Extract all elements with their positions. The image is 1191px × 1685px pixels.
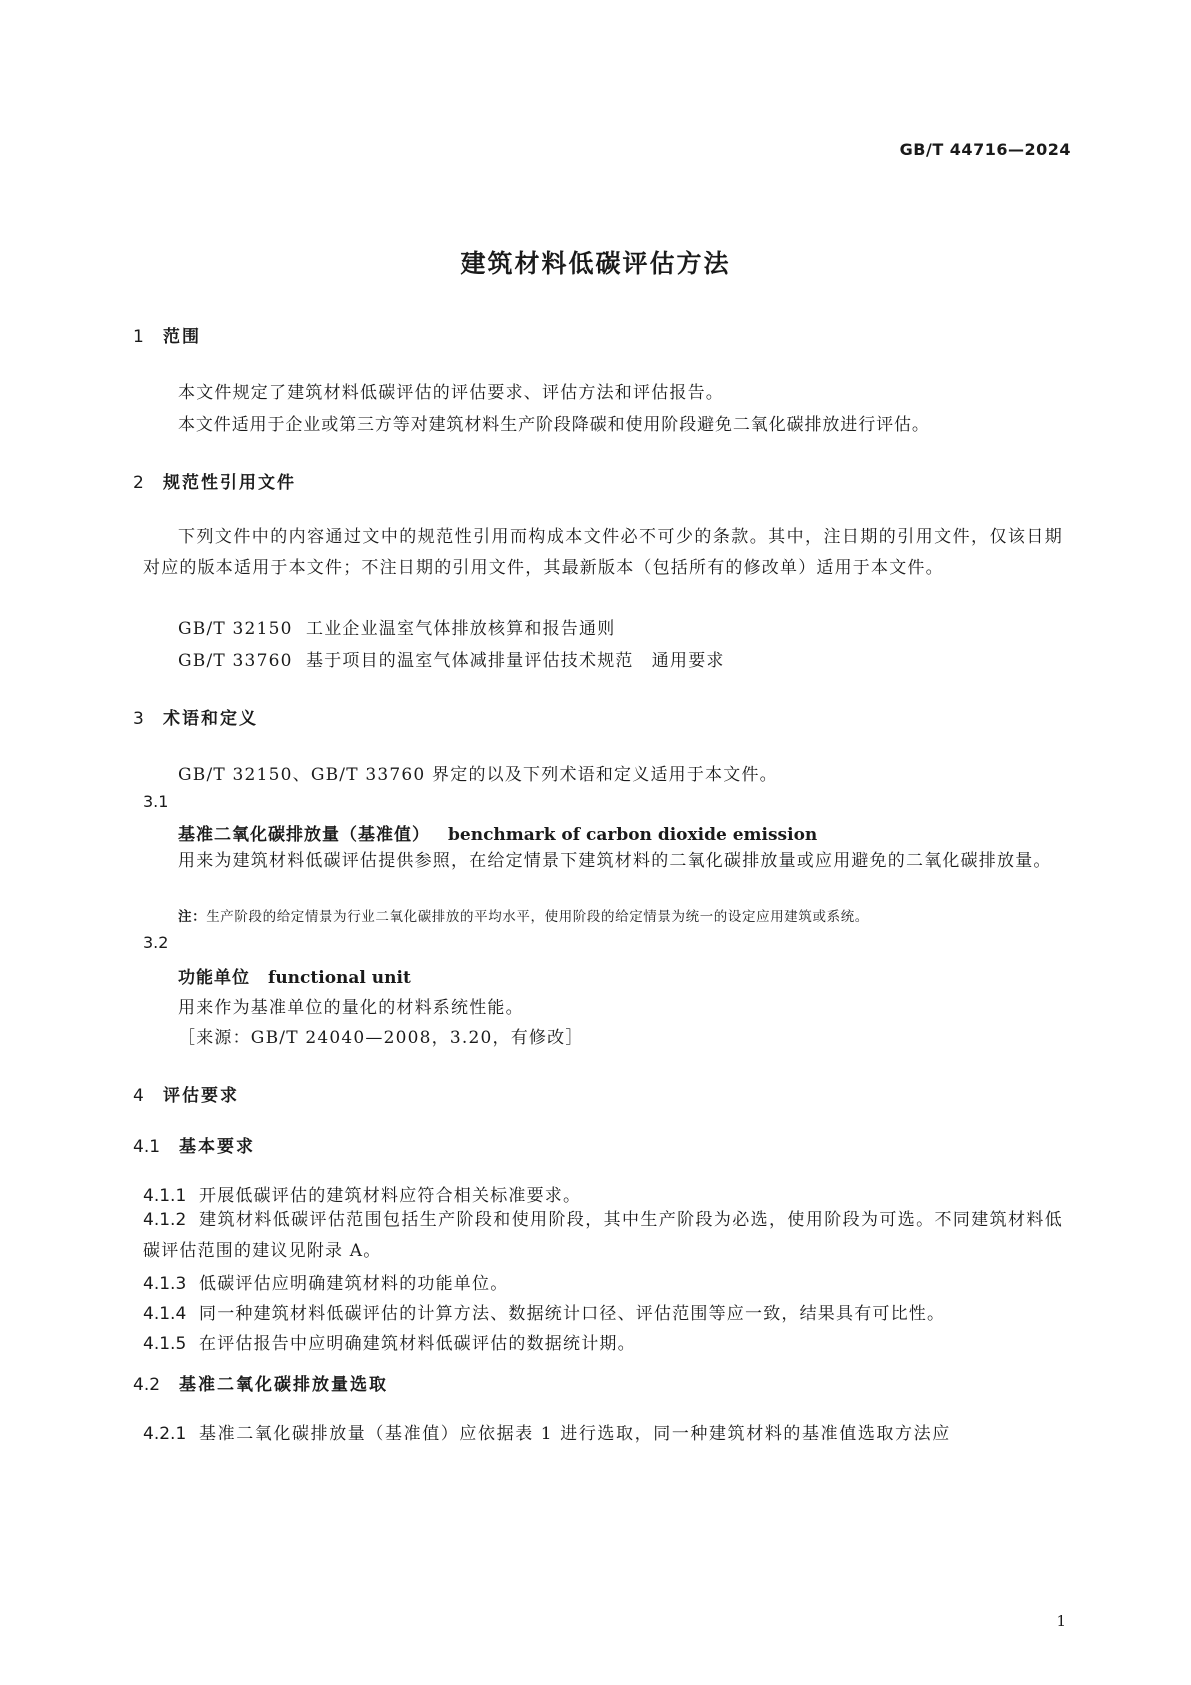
section-1-paragraph-1: 本文件规定了建筑材料低碳评估的评估要求、评估方法和评估报告。 <box>178 383 724 403</box>
term-english: benchmark of carbon dioxide emission <box>448 825 818 845</box>
clause <box>143 1329 636 1354</box>
reference-item <box>178 646 725 671</box>
term-heading <box>178 820 817 845</box>
term-definition: 用来作为基准单位的量化的材料系统性能。 <box>178 998 524 1018</box>
term-english: functional unit <box>268 968 411 988</box>
reference-code: GB/T 32150 <box>178 619 293 639</box>
term-chinese: 基准二氧化碳排放量（基准值） <box>178 825 430 845</box>
clause-text: 低碳评估应明确建筑材料的功能单位。 <box>199 1274 509 1294</box>
term-chinese: 功能单位 <box>178 968 250 988</box>
section-number: 2 <box>133 473 144 493</box>
subsection-title: 基准二氧化碳排放量选取 <box>179 1375 388 1395</box>
section-2-paragraph: 下列文件中的内容通过文中的规范性引用而构成本文件必不可少的条款。其中，注日期的引用文件，仅该日期对应的版本适用于本文件；不注日期的引用文件，其最新版本（包括所有的修改单）适用于本文件。 <box>143 527 1063 578</box>
reference-title: 工业企业温室气体排放核算和报告通则 <box>306 619 616 639</box>
section-title: 评估要求 <box>163 1086 239 1106</box>
term-heading <box>178 963 411 988</box>
subsection-title: 基本要求 <box>179 1137 255 1157</box>
term-number: 3.2 <box>143 933 169 952</box>
reference-item <box>178 614 615 639</box>
section-number: 3 <box>133 709 144 729</box>
clause-number: 4.1.5 <box>143 1334 187 1354</box>
term-source: ［来源：GB/T 24040—2008，3.20，有修改］ <box>178 1028 584 1048</box>
section-1-paragraph-2: 本文件适用于企业或第三方等对建筑材料生产阶段降碳和使用阶段避免二氧化碳排放进行评估。 <box>178 415 930 435</box>
clause <box>143 1205 1063 1267</box>
note-text: 生产阶段的给定情景为行业二氧化碳排放的平均水平，使用阶段的给定情景为统一的设定应用建筑或系统。 <box>206 909 869 925</box>
section-3-intro: GB/T 32150、GB/T 33760 界定的以及下列术语和定义适用于本文件。 <box>178 765 778 785</box>
clause-text: 建筑材料低碳评估范围包括生产阶段和使用阶段，其中生产阶段为必选，使用阶段为可选。不同建筑材料低碳评估范围的建议见附录 A。 <box>143 1210 1063 1261</box>
subsection-number: 4.1 <box>133 1137 161 1157</box>
clause-text: 在评估报告中应明确建筑材料低碳评估的数据统计期。 <box>199 1334 636 1354</box>
section-4-heading <box>133 1081 239 1106</box>
reference-code: GB/T 33760 <box>178 651 293 671</box>
section-title: 范围 <box>163 327 201 347</box>
section-number: 1 <box>133 327 144 347</box>
clause <box>143 1269 508 1294</box>
note-label: 注： <box>178 909 207 925</box>
subsection-number: 4.2 <box>133 1375 161 1395</box>
document-title: 建筑材料低碳评估方法 <box>460 249 731 278</box>
section-3-heading <box>133 704 258 729</box>
clause <box>143 1299 945 1324</box>
clause-number: 4.2.1 <box>143 1424 187 1444</box>
subsection-4-1-heading <box>133 1132 255 1157</box>
clause <box>143 1419 951 1444</box>
clause-number: 4.1.4 <box>143 1304 187 1324</box>
term-number: 3.1 <box>143 792 169 811</box>
standard-code: GB/T 44716—2024 <box>899 140 1071 159</box>
subsection-4-2-heading <box>133 1370 388 1395</box>
clause-number: 4.1.1 <box>143 1186 187 1206</box>
reference-title: 基于项目的温室气体减排量评估技术规范 通用要求 <box>306 651 725 671</box>
section-title: 术语和定义 <box>163 709 258 729</box>
term-definition: 用来为建筑材料低碳评估提供参照，在给定情景下建筑材料的二氧化碳排放量或应用避免的二氧化碳排放量。 <box>178 851 1052 871</box>
clause-text: 开展低碳评估的建筑材料应符合相关标准要求。 <box>199 1186 582 1206</box>
term-note <box>178 905 869 925</box>
section-title: 规范性引用文件 <box>163 473 296 493</box>
clause <box>143 1181 581 1206</box>
clause-text: 同一种建筑材料低碳评估的计算方法、数据统计口径、评估范围等应一致，结果具有可比性。 <box>199 1304 946 1324</box>
clause-number: 4.1.2 <box>143 1210 187 1230</box>
page-number: 1 <box>1056 1612 1066 1630</box>
section-number: 4 <box>133 1086 144 1106</box>
section-1-heading <box>133 322 201 347</box>
clause-number: 4.1.3 <box>143 1274 187 1294</box>
section-2-heading <box>133 468 296 493</box>
clause-text: 基准二氧化碳排放量（基准值）应依据表 1 进行选取，同一种建筑材料的基准值选取方法应 <box>199 1424 951 1444</box>
